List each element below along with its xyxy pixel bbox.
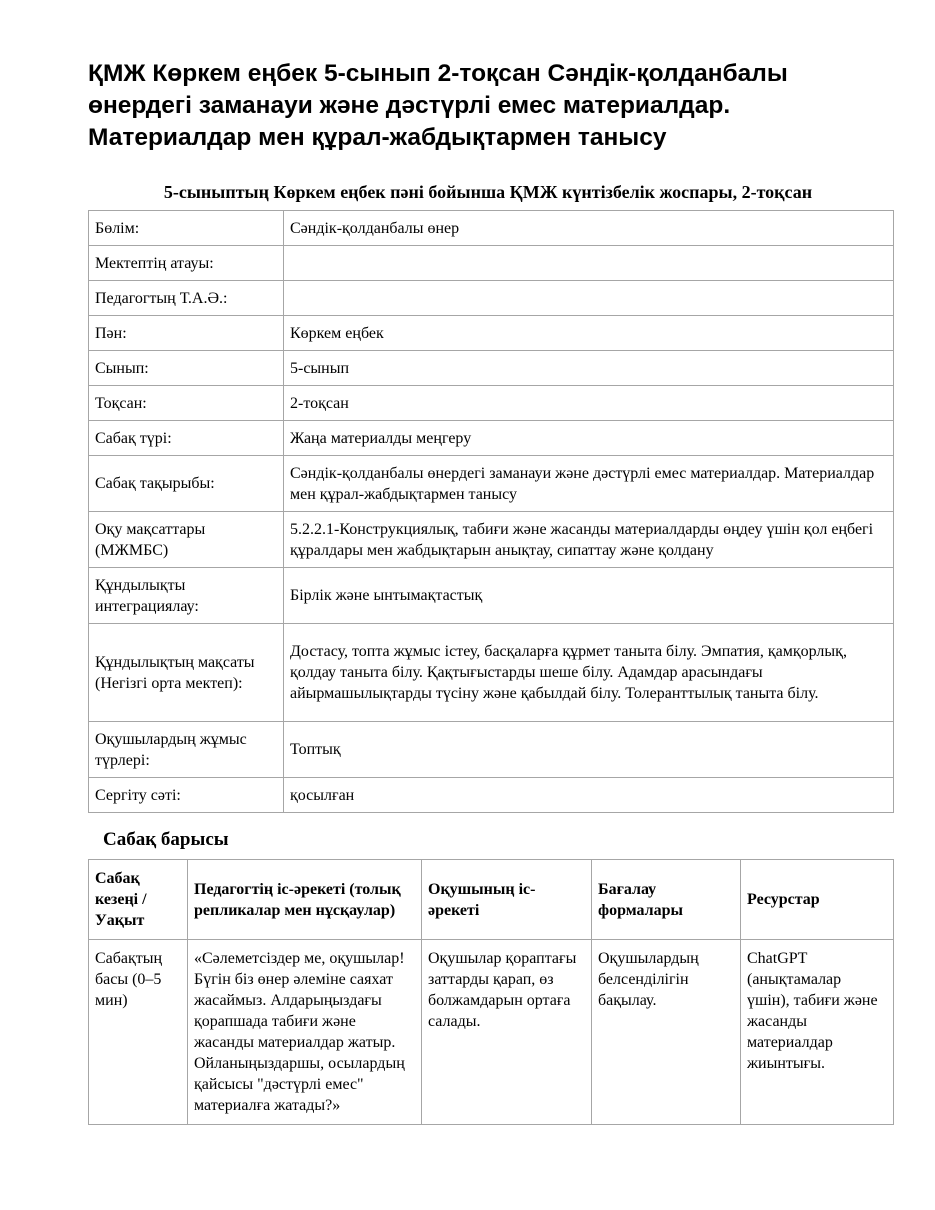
info-label: Құндылықтың мақсаты (Негізгі орта мектеп): — [89, 624, 284, 722]
info-label: Оқушылардың жұмыс түрлері: — [89, 722, 284, 778]
info-row-learning-objectives — [89, 512, 894, 568]
info-value: 5.2.2.1-Конструкциялық, табиғи және жасанды материалдарды өңдеу үшін қол еңбегі құралдары мен жабдықтарын анықтау, сипаттау және қолдану — [284, 512, 894, 568]
lesson-stage: Сабақтың басы (0–5 мин) — [89, 940, 188, 1125]
info-label: Құндылықты интеграциялау: — [89, 568, 284, 624]
table-row — [89, 940, 894, 1125]
info-row-lesson-topic — [89, 456, 894, 512]
assessment-form: Оқушылардың белсенділігін бақылау. — [592, 940, 741, 1125]
info-row-work-forms — [89, 722, 894, 778]
info-row-teacher — [89, 281, 894, 316]
info-label: Сабақ тақырыбы: — [89, 456, 284, 512]
info-label: Сабақ түрі: — [89, 421, 284, 456]
lesson-resources: ChatGPT (анықтамалар үшін), табиғи және жасанды материалдар жиынтығы. — [741, 940, 894, 1125]
info-row-grade — [89, 351, 894, 386]
info-row-quarter — [89, 386, 894, 421]
info-label: Бөлім: — [89, 211, 284, 246]
student-activity: Оқушылар қораптағы заттарды қарап, өз болжамдарын ортаға салады. — [422, 940, 592, 1125]
info-value: Сәндік-қолданбалы өнердегі заманауи және дәстүрлі емес материалдар. Материалдар мен құрал-жабдықтармен танысу — [284, 456, 894, 512]
info-value: Достасу, топта жұмыс істеу, басқаларға құрмет таныта білу. Эмпатия, қамқорлық, қолдау таныта білу. Қақтығыстарды шеше білу. Адамдар арасындағы айырмашылықтарды түсіну және қабылдай білу. Толеранттылық таныта білу. — [284, 624, 894, 722]
info-row-lesson-type — [89, 421, 894, 456]
info-row-refresh-moment — [89, 778, 894, 813]
lesson-progress-heading: Сабақ барысы — [103, 829, 229, 850]
info-label: Тоқсан: — [89, 386, 284, 421]
info-label: Педагогтың Т.А.Ә.: — [89, 281, 284, 316]
info-row-value-integration — [89, 568, 894, 624]
info-value: 5-сынып — [284, 351, 894, 386]
plan-heading: 5-сыныптың Көркем еңбек пәні бойынша ҚМЖ күнтізбелік жоспары, 2-тоқсан — [163, 182, 813, 202]
info-value: қосылған — [284, 778, 894, 813]
header-stage-time: Сабақ кезеңі / Уақыт — [89, 860, 188, 940]
teacher-activity: «Сәлеметсіздер ме, оқушылар! Бүгін біз өнер әлеміне саяхат жасаймыз. Алдарыңыздағы қорапшада табиғи және жасанды материалдар жатыр. Ойланыңыздаршы, осылардың қайсысы "дәстүрлі емес" материалға жатады?» — [188, 940, 422, 1125]
lesson-info-table — [88, 210, 894, 813]
lesson-header-row — [89, 860, 894, 940]
info-value: Бірлік және ынтымақтастық — [284, 568, 894, 624]
header-resources: Ресурстар — [741, 860, 894, 940]
info-label: Мектептің атауы: — [89, 246, 284, 281]
info-label: Оқу мақсаттары (МЖМБС) — [89, 512, 284, 568]
info-row-subject — [89, 316, 894, 351]
info-value: Топтық — [284, 722, 894, 778]
info-label: Сергіту сәті: — [89, 778, 284, 813]
header-assessment-forms: Бағалау формалары — [592, 860, 741, 940]
info-value — [284, 246, 894, 281]
info-value: 2-тоқсан — [284, 386, 894, 421]
header-student-activity: Оқушының іс-әрекеті — [422, 860, 592, 940]
info-row-section — [89, 211, 894, 246]
info-label: Сынып: — [89, 351, 284, 386]
document-title: ҚМЖ Көркем еңбек 5-сынып 2-тоқсан Сәндік-қолданбалы өнердегі заманауи және дәстүрлі емес материалдар. Материалдар мен құрал-жабдықтармен танысу — [88, 60, 788, 151]
lesson-progress-table — [88, 859, 894, 1125]
info-value: Сәндік-қолданбалы өнер — [284, 211, 894, 246]
header-teacher-activity: Педагогтің іс-әрекеті (толық репликалар мен нұсқаулар) — [188, 860, 422, 940]
info-row-value-goal — [89, 624, 894, 722]
info-value: Көркем еңбек — [284, 316, 894, 351]
info-label: Пән: — [89, 316, 284, 351]
info-row-school — [89, 246, 894, 281]
info-value — [284, 281, 894, 316]
info-value: Жаңа материалды меңгеру — [284, 421, 894, 456]
